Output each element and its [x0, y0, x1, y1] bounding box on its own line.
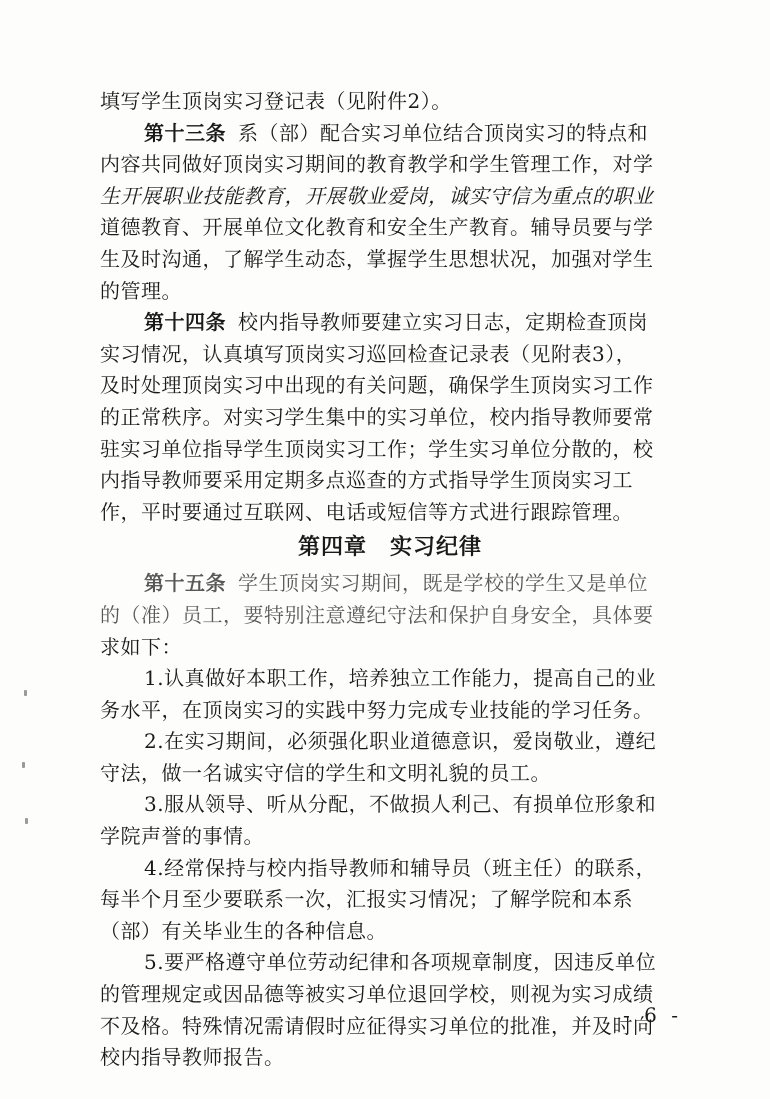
chapter-title: 第四章 实习纪律 [297, 535, 482, 561]
text-line: 求如下： [100, 634, 182, 659]
text-line: 道德教育、开展单位文化教育和安全生产教育。辅导员要与学 [100, 215, 654, 240]
text-line: 每半个月至少要联系一次，汇报实习情况；了解学院和本系 [100, 887, 633, 912]
text-line: 务水平，在顶岗实习的实践中努力完成专业技能的学习任务。 [100, 697, 654, 722]
article-14-line [100, 307, 680, 339]
text-line: 的（准）员工，要特别注意遵纪守法和保护自身安全，具体要 [100, 602, 654, 627]
list-item-line: 1.认真做好本职工作，培养独立工作能力，提高自己的业 [144, 666, 657, 691]
text-line: 的管理。 [100, 278, 182, 303]
text-line: 作，平时要通过互联网、电话或短信等方式进行跟踪管理。 [100, 499, 633, 524]
scan-speck [24, 690, 27, 696]
text-line: 实习情况，认真填写顶岗实习巡回检查记录表（见附表3）， [100, 341, 637, 366]
text-line: 不及格。特殊情况需请假时应征得实习单位的批准，并及时向 [100, 1013, 654, 1038]
list-item-line: 3.服从领导、听从分配，不做损人利己、有损单位形象和 [144, 792, 657, 817]
text-line: 系（部）配合实习单位结合顶岗实习的特点和 [238, 120, 648, 145]
text-line: 学院声誉的事情。 [100, 824, 264, 849]
text-line: 生开展职业技能教育，开展敬业爱岗，诚实守信为重点的职业 [100, 183, 654, 208]
text-line: 的正常秩序。对实习学生集中的实习单位，校内指导教师要常 [100, 404, 654, 429]
text-line: 内容共同做好顶岗实习期间的教育教学和学生管理工作，对学 [100, 152, 654, 177]
text-line: 填写学生顶岗实习登记表（见附件2）。 [100, 89, 452, 113]
scan-speck [22, 762, 25, 768]
text-line: 及时处理顶岗实习中出现的有关问题，确保学生顶岗实习工作 [100, 373, 654, 398]
article-heading: 第十三条 [144, 120, 226, 145]
text-line: 守法，做一名诚实守信的学生和文明礼貌的员工。 [100, 760, 551, 785]
article-13-line [100, 118, 680, 150]
text-line: 校内指导教师要建立实习日志，定期检查顶岗 [238, 310, 648, 335]
list-item-line: 4.经常保持与校内指导教师和辅导员（班主任）的联系， [144, 855, 657, 880]
text-line: 的管理规定或因品德等被实习单位退回学校，则视为实习成绩 [100, 982, 654, 1007]
article-heading: 第十五条 [144, 571, 226, 596]
document-body [100, 86, 680, 1074]
text-line: 生及时沟通，了解学生动态，掌握学生思想状况，加强对学生 [100, 246, 654, 271]
text-line: （部）有关毕业生的各种信息。 [100, 918, 387, 943]
list-item-line: 5.要严格遵守单位劳动纪律和各项规章制度，因违反单位 [144, 950, 657, 975]
list-item-line: 2.在实习期间，必须强化职业道德意识，爱岗敬业，遵纪 [144, 729, 657, 754]
article-15-line [100, 568, 680, 600]
page-number: - 6 - [623, 1003, 682, 1027]
scan-speck [25, 818, 28, 824]
text-line: 学生顶岗实习期间，既是学校的学生又是单位 [238, 571, 648, 596]
text-line: 校内指导教师报告。 [100, 1045, 285, 1070]
article-heading: 第十四条 [144, 310, 226, 335]
text-line: 内指导教师要采用定期多点巡查的方式指导学生顶岗实习工 [100, 468, 633, 493]
text-line: 驻实习单位指导学生顶岗实习工作；学生实习单位分散的，校 [100, 436, 654, 461]
